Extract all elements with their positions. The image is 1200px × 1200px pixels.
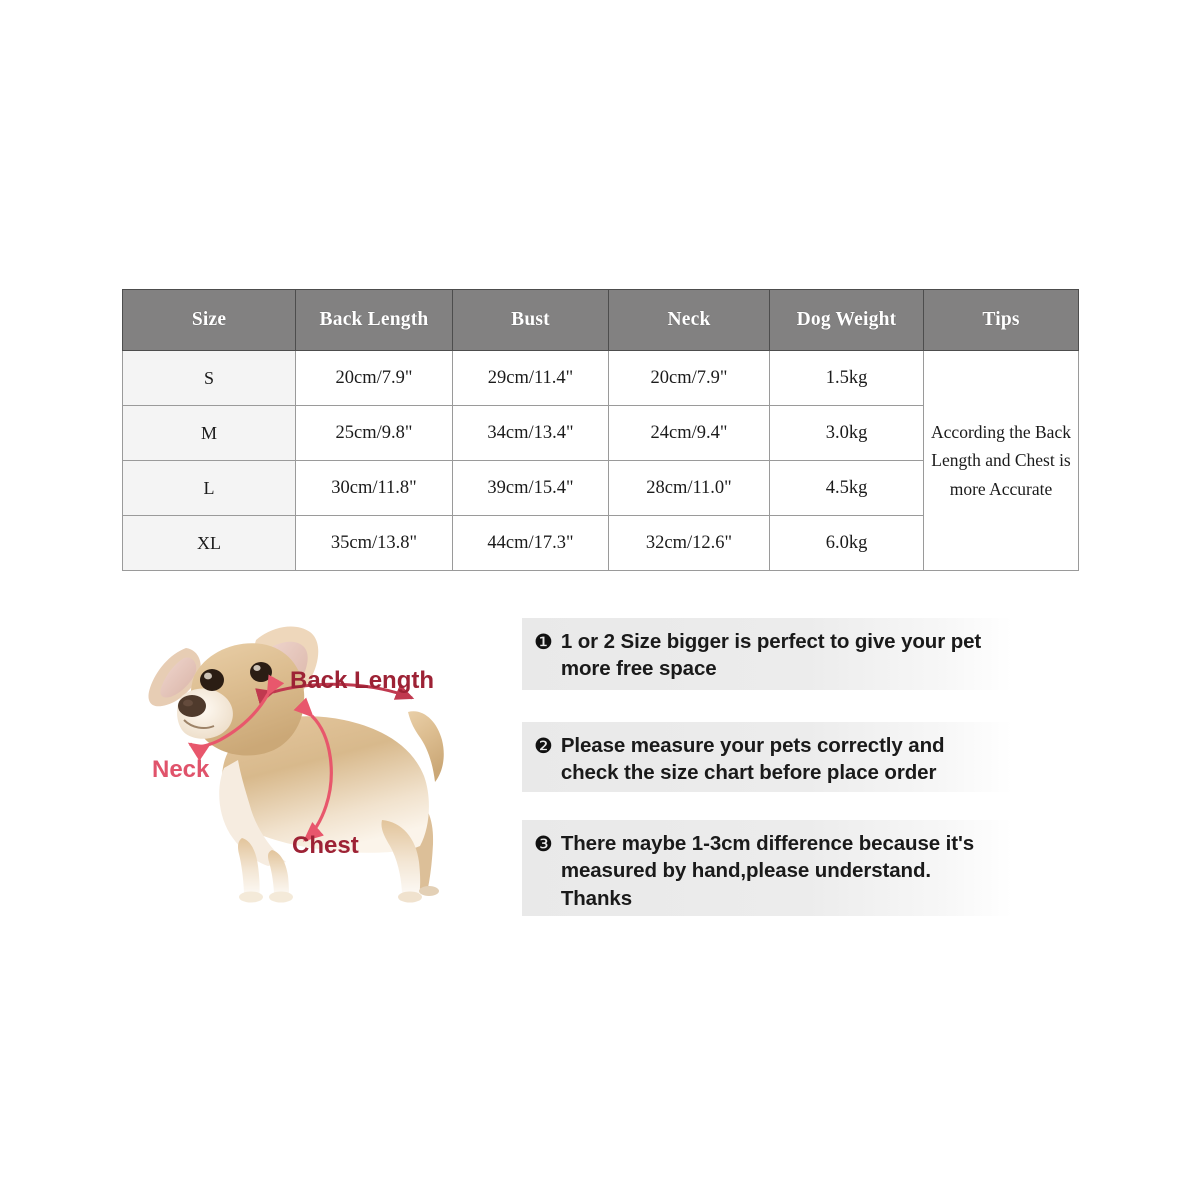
tip-box-1 xyxy=(522,618,1012,690)
dog-nose-highlight xyxy=(183,700,193,707)
cell-bust-xl: 44cm/17.3" xyxy=(453,516,609,571)
column-header-dog-weight: Dog Weight xyxy=(770,290,924,351)
cell-bust-l: 39cm/15.4" xyxy=(453,461,609,516)
chest-label: Chest xyxy=(292,832,359,859)
dog-paw-3 xyxy=(398,892,422,903)
column-header-back-length: Back Length xyxy=(296,290,453,351)
tip-text-2: Please measure your pets correctly and check the size chart before place order xyxy=(560,734,945,785)
table-row xyxy=(123,351,1079,406)
tip-text-1: 1 or 2 Size bigger is perfect to give your pet more free space xyxy=(560,630,982,681)
cell-back-length-l: 30cm/11.8" xyxy=(296,461,453,516)
cell-neck-xl: 32cm/12.6" xyxy=(609,516,770,571)
cell-dog-weight-xl: 6.0kg xyxy=(770,516,924,571)
neck-label: Neck xyxy=(152,756,210,783)
back-length-label: Back Length xyxy=(290,667,435,694)
cell-back-length-s: 20cm/7.9" xyxy=(296,351,453,406)
size-chart-table-container xyxy=(122,289,1078,571)
cell-neck-s: 20cm/7.9" xyxy=(609,351,770,406)
dog-front-leg-right xyxy=(268,850,289,896)
tip-number-3-icon: ❸ xyxy=(534,832,553,856)
dog-eye-left-glint xyxy=(204,673,212,680)
column-header-tips: Tips xyxy=(924,290,1079,351)
dog-measurement-figure xyxy=(120,600,492,920)
dog-paw-1 xyxy=(239,892,263,903)
tip-number-2-icon: ❷ xyxy=(534,734,553,758)
chihuahua-illustration xyxy=(120,600,492,920)
cell-size-s: S xyxy=(123,351,296,406)
cell-bust-s: 29cm/11.4" xyxy=(453,351,609,406)
cell-bust-m: 34cm/13.4" xyxy=(453,406,609,461)
column-header-neck: Neck xyxy=(609,290,770,351)
cell-neck-m: 24cm/9.4" xyxy=(609,406,770,461)
cell-neck-l: 28cm/11.0" xyxy=(609,461,770,516)
dog-nose xyxy=(178,695,206,717)
dog-eye-right-glint xyxy=(253,665,260,671)
tip-box-2 xyxy=(522,722,1012,792)
dog-eye-right xyxy=(250,662,272,682)
cell-back-length-m: 25cm/9.8" xyxy=(296,406,453,461)
tip-box-3 xyxy=(522,820,1012,916)
dog-paw-4 xyxy=(419,886,439,896)
cell-size-m: M xyxy=(123,406,296,461)
size-chart-table xyxy=(122,289,1079,571)
cell-dog-weight-s: 1.5kg xyxy=(770,351,924,406)
cell-dog-weight-m: 3.0kg xyxy=(770,406,924,461)
cell-tips: According the Back Length and Chest is more Accurate xyxy=(924,351,1079,571)
dog-eye-left xyxy=(200,669,224,691)
cell-back-length-xl: 35cm/13.8" xyxy=(296,516,453,571)
column-header-bust: Bust xyxy=(453,290,609,351)
dog-paw-2 xyxy=(269,892,293,903)
cell-size-xl: XL xyxy=(123,516,296,571)
cell-size-l: L xyxy=(123,461,296,516)
tip-number-1-icon: ❶ xyxy=(534,630,553,654)
column-header-size: Size xyxy=(123,290,296,351)
table-header-row xyxy=(123,290,1079,351)
tip-text-3: There maybe 1-3cm difference because it's measured by hand,please understand. Thanks xyxy=(560,832,975,910)
cell-dog-weight-l: 4.5kg xyxy=(770,461,924,516)
